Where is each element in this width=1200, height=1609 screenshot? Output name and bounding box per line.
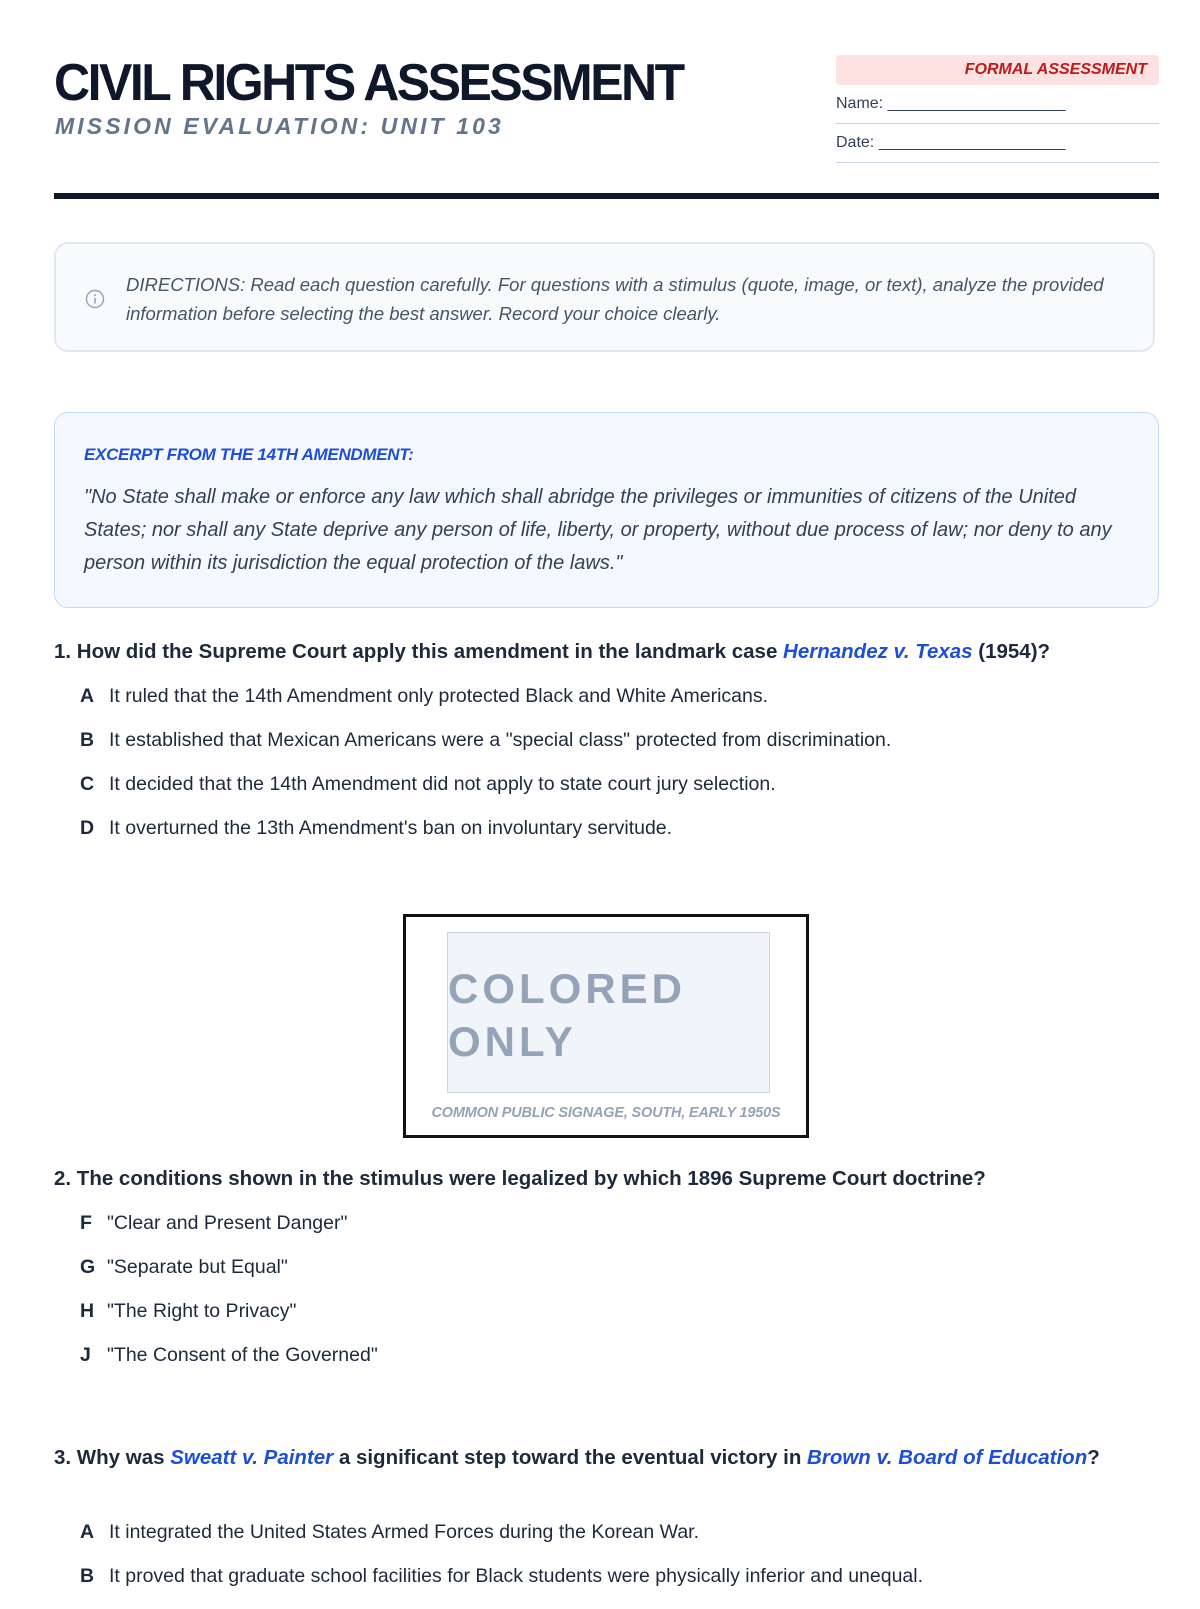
page-subtitle: MISSION EVALUATION: UNIT 103: [55, 113, 504, 139]
answer-option[interactable]: H "The Right to Privacy": [80, 1300, 297, 1322]
excerpt-label: EXCERPT FROM THE 14TH AMENDMENT:: [84, 445, 414, 464]
sign-text: COLORED ONLY: [448, 965, 686, 1065]
directions-text: DIRECTIONS: Read each question carefully. For questions with a stimulus (quote, image, or text), analyze the provided information before selecting the best answer. Record your choice clearly.: [126, 274, 1104, 324]
date-field[interactable]: [836, 124, 1159, 163]
case-name: Hernandez v. Texas: [783, 640, 973, 663]
excerpt-box: [54, 412, 1159, 608]
excerpt-quote: "No State shall make or enforce any law which shall abridge the privileges or immunities of citizens of the United States; nor shall any State deprive any person of life, liberty, or property, without due process of law; nor deny to any person within its jurisdiction the equal protection of the laws.": [84, 486, 1112, 574]
student-info-box: [836, 55, 1159, 163]
answer-option[interactable]: J "The Consent of the Governed": [80, 1344, 378, 1366]
answer-option[interactable]: F "Clear and Present Danger": [80, 1212, 348, 1234]
question-3-options: [80, 1521, 923, 1609]
question-3: 3. Why was Sweatt v. Painter a significant step toward the eventual victory in Brown v. Board of Education?: [54, 1446, 1100, 1469]
assessment-badge: FORMAL ASSESSMENT: [836, 55, 1159, 85]
answer-option[interactable]: A It ruled that the 14th Amendment only protected Black and White Americans.: [80, 685, 769, 707]
question-1: 1. How did the Supreme Court apply this amendment in the landmark case Hernandez v. Texas (1954)?: [54, 640, 1051, 663]
info-icon: [85, 289, 105, 309]
answer-option[interactable]: B It established that Mexican Americans were a "special class" protected from discrimination.: [80, 729, 892, 751]
answer-option[interactable]: B It proved that graduate school facilities for Black students were physically inferior and unequal.: [80, 1565, 924, 1587]
name-field[interactable]: [836, 85, 1159, 124]
sign-image: [447, 932, 770, 1093]
date-label: Date:: [836, 134, 875, 151]
answer-option[interactable]: C It decided that the 14th Amendment did not apply to state court jury selection.: [80, 773, 776, 795]
directions-box: [54, 242, 1155, 352]
name-label: Name:: [836, 95, 884, 112]
name-blank: ____________________: [887, 95, 1066, 112]
stimulus-caption: COMMON PUBLIC SIGNAGE, SOUTH, EARLY 1950S: [431, 1105, 781, 1121]
page-title: CIVIL RIGHTS ASSESSMENT: [54, 53, 683, 112]
date-blank: _____________________: [878, 134, 1066, 151]
question-1-options: [80, 685, 891, 861]
case-name: Brown v. Board of Education: [807, 1446, 1088, 1469]
header-divider: [54, 193, 1159, 199]
stimulus-image: [403, 914, 809, 1138]
question-2-options: [80, 1212, 378, 1388]
answer-option[interactable]: G "Separate but Equal": [80, 1256, 288, 1278]
question-2: 2. The conditions shown in the stimulus were legalized by which 1896 Supreme Court doctrine?: [54, 1167, 986, 1190]
case-name: Sweatt v. Painter: [170, 1446, 334, 1469]
answer-option[interactable]: A It integrated the United States Armed Forces during the Korean War.: [80, 1521, 700, 1543]
answer-option[interactable]: D It overturned the 13th Amendment's ban on involuntary servitude.: [80, 817, 673, 839]
